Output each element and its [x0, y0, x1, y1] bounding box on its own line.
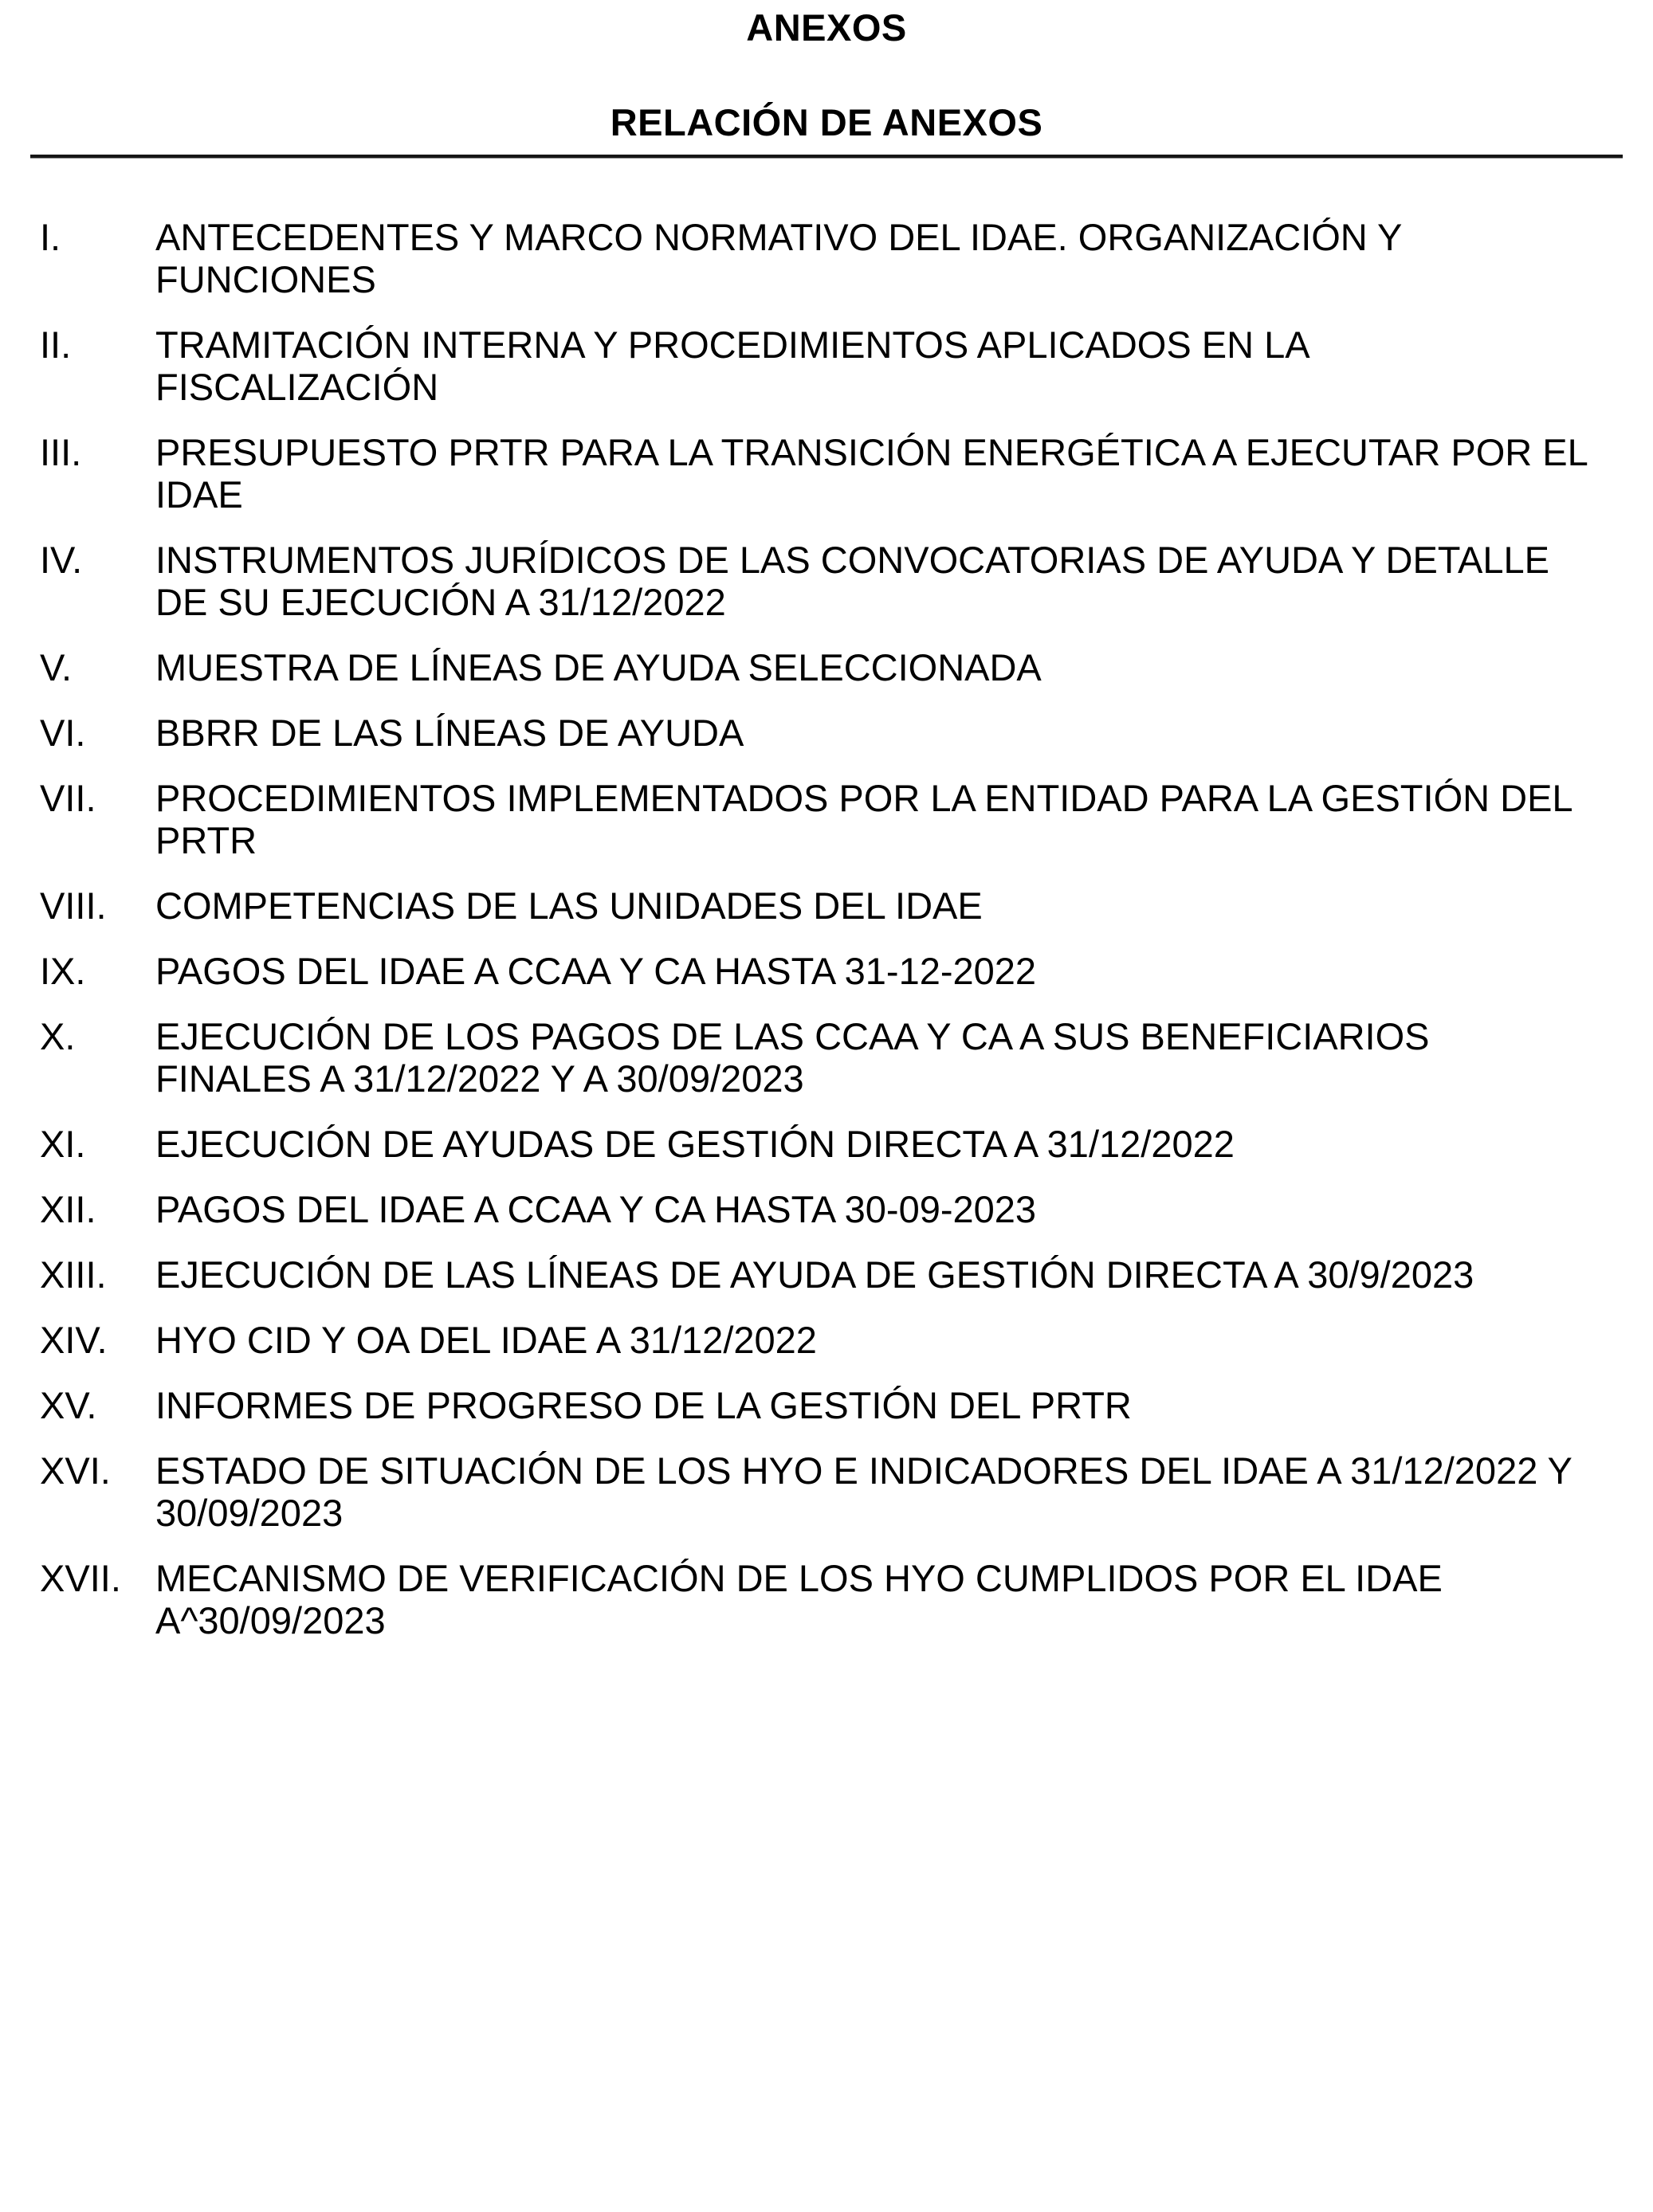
- annex-item-line: FINALES A 31/12/2022 Y A 30/09/2023: [155, 1057, 804, 1100]
- annex-item-text: [155, 216, 1653, 300]
- annex-item-line: DE SU EJECUCIÓN A 31/12/2022: [155, 581, 726, 623]
- annex-item-numeral: III.: [40, 431, 82, 473]
- annex-item-line: PRTR: [155, 819, 257, 861]
- annex-item-numeral: II.: [40, 324, 72, 366]
- annex-item: [0, 324, 1653, 408]
- annex-item-line: PAGOS DEL IDAE A CCAA Y CA HASTA 31-12-2022: [155, 950, 1037, 992]
- annex-item-text: [155, 539, 1653, 623]
- annex-item-text: [155, 950, 1653, 992]
- annex-item-numeral: XV.: [40, 1384, 97, 1426]
- annex-item-text: [155, 1557, 1653, 1641]
- annex-item-numeral: XI.: [40, 1123, 86, 1165]
- annex-item-text: [155, 431, 1653, 516]
- annex-item-line: HYO CID Y OA DEL IDAE A 31/12/2022: [155, 1319, 817, 1361]
- annex-item: [0, 216, 1653, 300]
- annex-item-numeral: XIV.: [40, 1319, 108, 1361]
- annex-item-line: BBRR DE LAS LÍNEAS DE AYUDA: [155, 712, 744, 754]
- annex-item-line: EJECUCIÓN DE LOS PAGOS DE LAS CCAA Y CA A SUS BENEFICIARIOS: [155, 1015, 1430, 1057]
- annex-item-numeral: X.: [40, 1015, 76, 1057]
- annex-item: [0, 1253, 1653, 1296]
- annex-item: [0, 431, 1653, 516]
- annex-item: [0, 1319, 1653, 1361]
- annex-item-line: TRAMITACIÓN INTERNA Y PROCEDIMIENTOS APLICADOS EN LA: [155, 324, 1310, 366]
- annex-item-numeral: XII.: [40, 1188, 96, 1230]
- annex-item: [0, 1188, 1653, 1230]
- annex-list: [0, 216, 1653, 1641]
- annex-item-numeral: XVI.: [40, 1449, 111, 1492]
- annex-item-line: ESTADO DE SITUACIÓN DE LOS HYO E INDICADORES DEL IDAE A 31/12/2022 Y: [155, 1449, 1573, 1492]
- annex-item-numeral: IV.: [40, 539, 83, 581]
- annex-item: [0, 950, 1653, 992]
- annex-item-line: PAGOS DEL IDAE A CCAA Y CA HASTA 30-09-2023: [155, 1188, 1037, 1230]
- annex-item-numeral: V.: [40, 646, 73, 688]
- annex-item-numeral: I.: [40, 216, 61, 258]
- annex-item-text: [155, 1123, 1653, 1165]
- annex-item-numeral: VIII.: [40, 884, 107, 927]
- annex-item: [0, 884, 1653, 927]
- annex-item-text: [155, 1319, 1653, 1361]
- annex-item-line: EJECUCIÓN DE LAS LÍNEAS DE AYUDA DE GESTIÓN DIRECTA A 30/9/2023: [155, 1253, 1474, 1296]
- annex-item-line: ANTECEDENTES Y MARCO NORMATIVO DEL IDAE. ORGANIZACIÓN Y: [155, 216, 1403, 258]
- annex-item: [0, 1449, 1653, 1534]
- annex-item-line: IDAE: [155, 473, 243, 516]
- annex-item-line: 30/09/2023: [155, 1492, 344, 1534]
- annex-item-line: EJECUCIÓN DE AYUDAS DE GESTIÓN DIRECTA A 31/12/2022: [155, 1123, 1235, 1165]
- annex-item-numeral: XIII.: [40, 1253, 107, 1296]
- annex-item: [0, 1123, 1653, 1165]
- annex-item: [0, 1557, 1653, 1641]
- annex-item: [0, 1015, 1653, 1100]
- annex-item-text: [155, 1449, 1653, 1534]
- annex-item-line: FISCALIZACIÓN: [155, 366, 439, 408]
- annex-item-text: [155, 646, 1653, 688]
- section-heading: RELACIÓN DE ANEXOS: [610, 101, 1043, 143]
- annex-item: [0, 777, 1653, 861]
- annex-item: [0, 539, 1653, 623]
- annex-item-line: INFORMES DE PROGRESO DE LA GESTIÓN DEL PRTR: [155, 1384, 1132, 1426]
- annex-item: [0, 712, 1653, 754]
- annex-item-text: [155, 712, 1653, 754]
- annex-item-line: PROCEDIMIENTOS IMPLEMENTADOS POR LA ENTIDAD PARA LA GESTIÓN DEL: [155, 777, 1573, 819]
- annex-item-text: [155, 777, 1653, 861]
- annex-item-line: INSTRUMENTOS JURÍDICOS DE LAS CONVOCATORIAS DE AYUDA Y DETALLE: [155, 539, 1549, 581]
- annex-item-text: [155, 884, 1653, 927]
- annex-item-line: MUESTRA DE LÍNEAS DE AYUDA SELECCIONADA: [155, 646, 1042, 688]
- annex-item-text: [155, 1188, 1653, 1230]
- annex-item-text: [155, 324, 1653, 408]
- annex-item: [0, 646, 1653, 688]
- annex-item-text: [155, 1015, 1653, 1100]
- annex-item: [0, 1384, 1653, 1426]
- annex-item-text: [155, 1384, 1653, 1426]
- annex-item-line: MECANISMO DE VERIFICACIÓN DE LOS HYO CUMPLIDOS POR EL IDAE: [155, 1557, 1443, 1599]
- annex-item-text: [155, 1253, 1653, 1296]
- annex-item-numeral: XVII.: [40, 1557, 121, 1599]
- annex-item-line: COMPETENCIAS DE LAS UNIDADES DEL IDAE: [155, 884, 983, 927]
- annex-item-line: A^30/09/2023: [155, 1599, 386, 1641]
- annex-item-line: PRESUPUESTO PRTR PARA LA TRANSICIÓN ENERGÉTICA A EJECUTAR POR EL: [155, 431, 1588, 473]
- annex-item-numeral: IX.: [40, 950, 86, 992]
- annex-item-line: FUNCIONES: [155, 258, 376, 300]
- annex-item-numeral: VI.: [40, 712, 86, 754]
- document-title: ANEXOS: [746, 6, 907, 49]
- annex-item-numeral: VII.: [40, 777, 96, 819]
- horizontal-rule: [30, 155, 1623, 159]
